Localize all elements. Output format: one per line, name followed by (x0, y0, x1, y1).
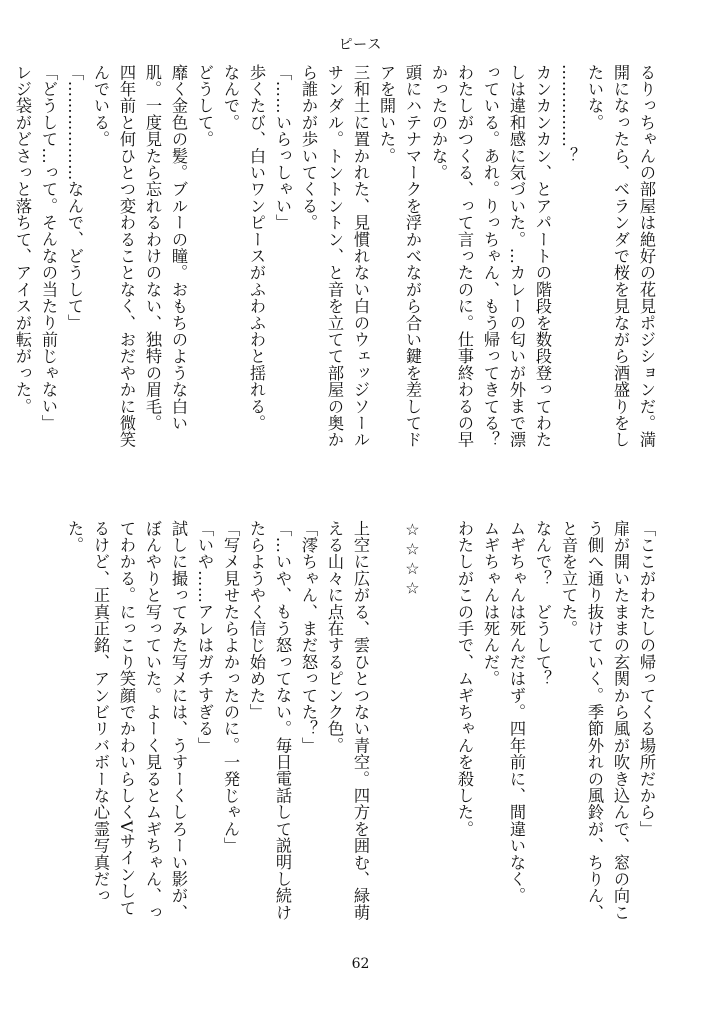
lower-text-block (59, 520, 659, 930)
blank-line (373, 520, 399, 930)
paragraph: 三和土に置かれた、見慣れない白のウェッジソールサンダル。トントントン、と音を立てて部屋の奥から誰かが歩いてくる。 (299, 64, 370, 449)
paragraph: 「いや……アレはガチすぎる」 (195, 520, 214, 754)
paragraph: ……………？ (559, 64, 578, 165)
paragraph: 「どうして…って。そんなの当たり前じゃない」 (39, 64, 58, 432)
paragraph: 試しに撮ってみた写メには、うすーくしろーい影が、ぼんやりと写っていた。よーく見るとムギちゃん、ってわかる。にっこり笑顔でかわいらしくVサインしてるけど、正真正銘、アンビリバボーな心霊写真だった。 (65, 520, 188, 921)
blank-line (425, 520, 451, 930)
paragraph: ムギちゃんは死んだはず。四年前に、間違いなく。 (507, 520, 526, 905)
paragraph: 靡く金色の髪。ブルーの瞳。おもちのような白い肌。一度見たら忘れるわけのない、独特の眉毛。 (143, 64, 188, 432)
paragraph: ムギちゃんは死んだ。 (481, 520, 500, 687)
page-number: 62 (351, 956, 370, 972)
paragraph: わたしがこの手で、ムギちゃんを殺した。 (455, 520, 474, 838)
upper-text-block (13, 64, 659, 465)
paragraph: レジ袋がどさっと落ちて、アイスが転がった。 (13, 64, 32, 415)
paragraph: 「澪ちゃん、まだ怒ってた？」 (299, 520, 318, 754)
paragraph: 「写メ見せたらよかったのに。一発じゃん」 (221, 520, 240, 854)
paragraph: 「……いらっしゃい」 (273, 64, 292, 231)
paragraph: 「ここがわたしの帰ってくる場所だから」 (637, 520, 656, 838)
paragraph: 四年前と何ひとつ変わることなく、おだやかに微笑んでいる。 (91, 64, 136, 449)
paragraph: 扉が開いたままの玄関から風が吹き込んで、窓の向こう側へ通り抜けていく。季節外れの風鈴が、ちりん、と音を立てた。 (559, 520, 630, 921)
paragraph: 「………………なんで、どうして」 (65, 64, 84, 332)
section-break: ☆☆☆☆ (403, 520, 422, 598)
paragraph: 頭にハテナマークを浮かべながら合い鍵を差してドアを開いた。 (377, 64, 422, 449)
paragraph: 上空に広がる、雲ひとつない青空。四方を囲む、緑萌える山々に点在するピンク色。 (325, 520, 370, 921)
paragraph: なんで？ どうして？ (533, 520, 552, 687)
running-header: ピース (338, 37, 383, 53)
paragraph: カンカンカン、とアパートの階段を数段登ってわたしは違和感に気づいた。…カレーの匂いが外まで漂っている。あれ。りっちゃん、もう帰ってきてる？ わたしがつくる、って言ったのに。仕事終わるの早かったのかな。 (429, 64, 552, 465)
paragraph: なんで。 (221, 64, 240, 131)
paragraph: どうして。 (195, 64, 214, 148)
paragraph: 「…いや、もう怒ってない。毎日電話して説明し続けたらようやく信じ始めた」 (247, 520, 292, 921)
paragraph: 歩くたび、白いワンピースがふわふわと揺れる。 (247, 64, 266, 432)
paragraph: るりっちゃんの部屋は絶好の花見ポジションだ。満開になったら、ベランダで桜を見ながら酒盛りをしたいな。 (585, 64, 656, 449)
